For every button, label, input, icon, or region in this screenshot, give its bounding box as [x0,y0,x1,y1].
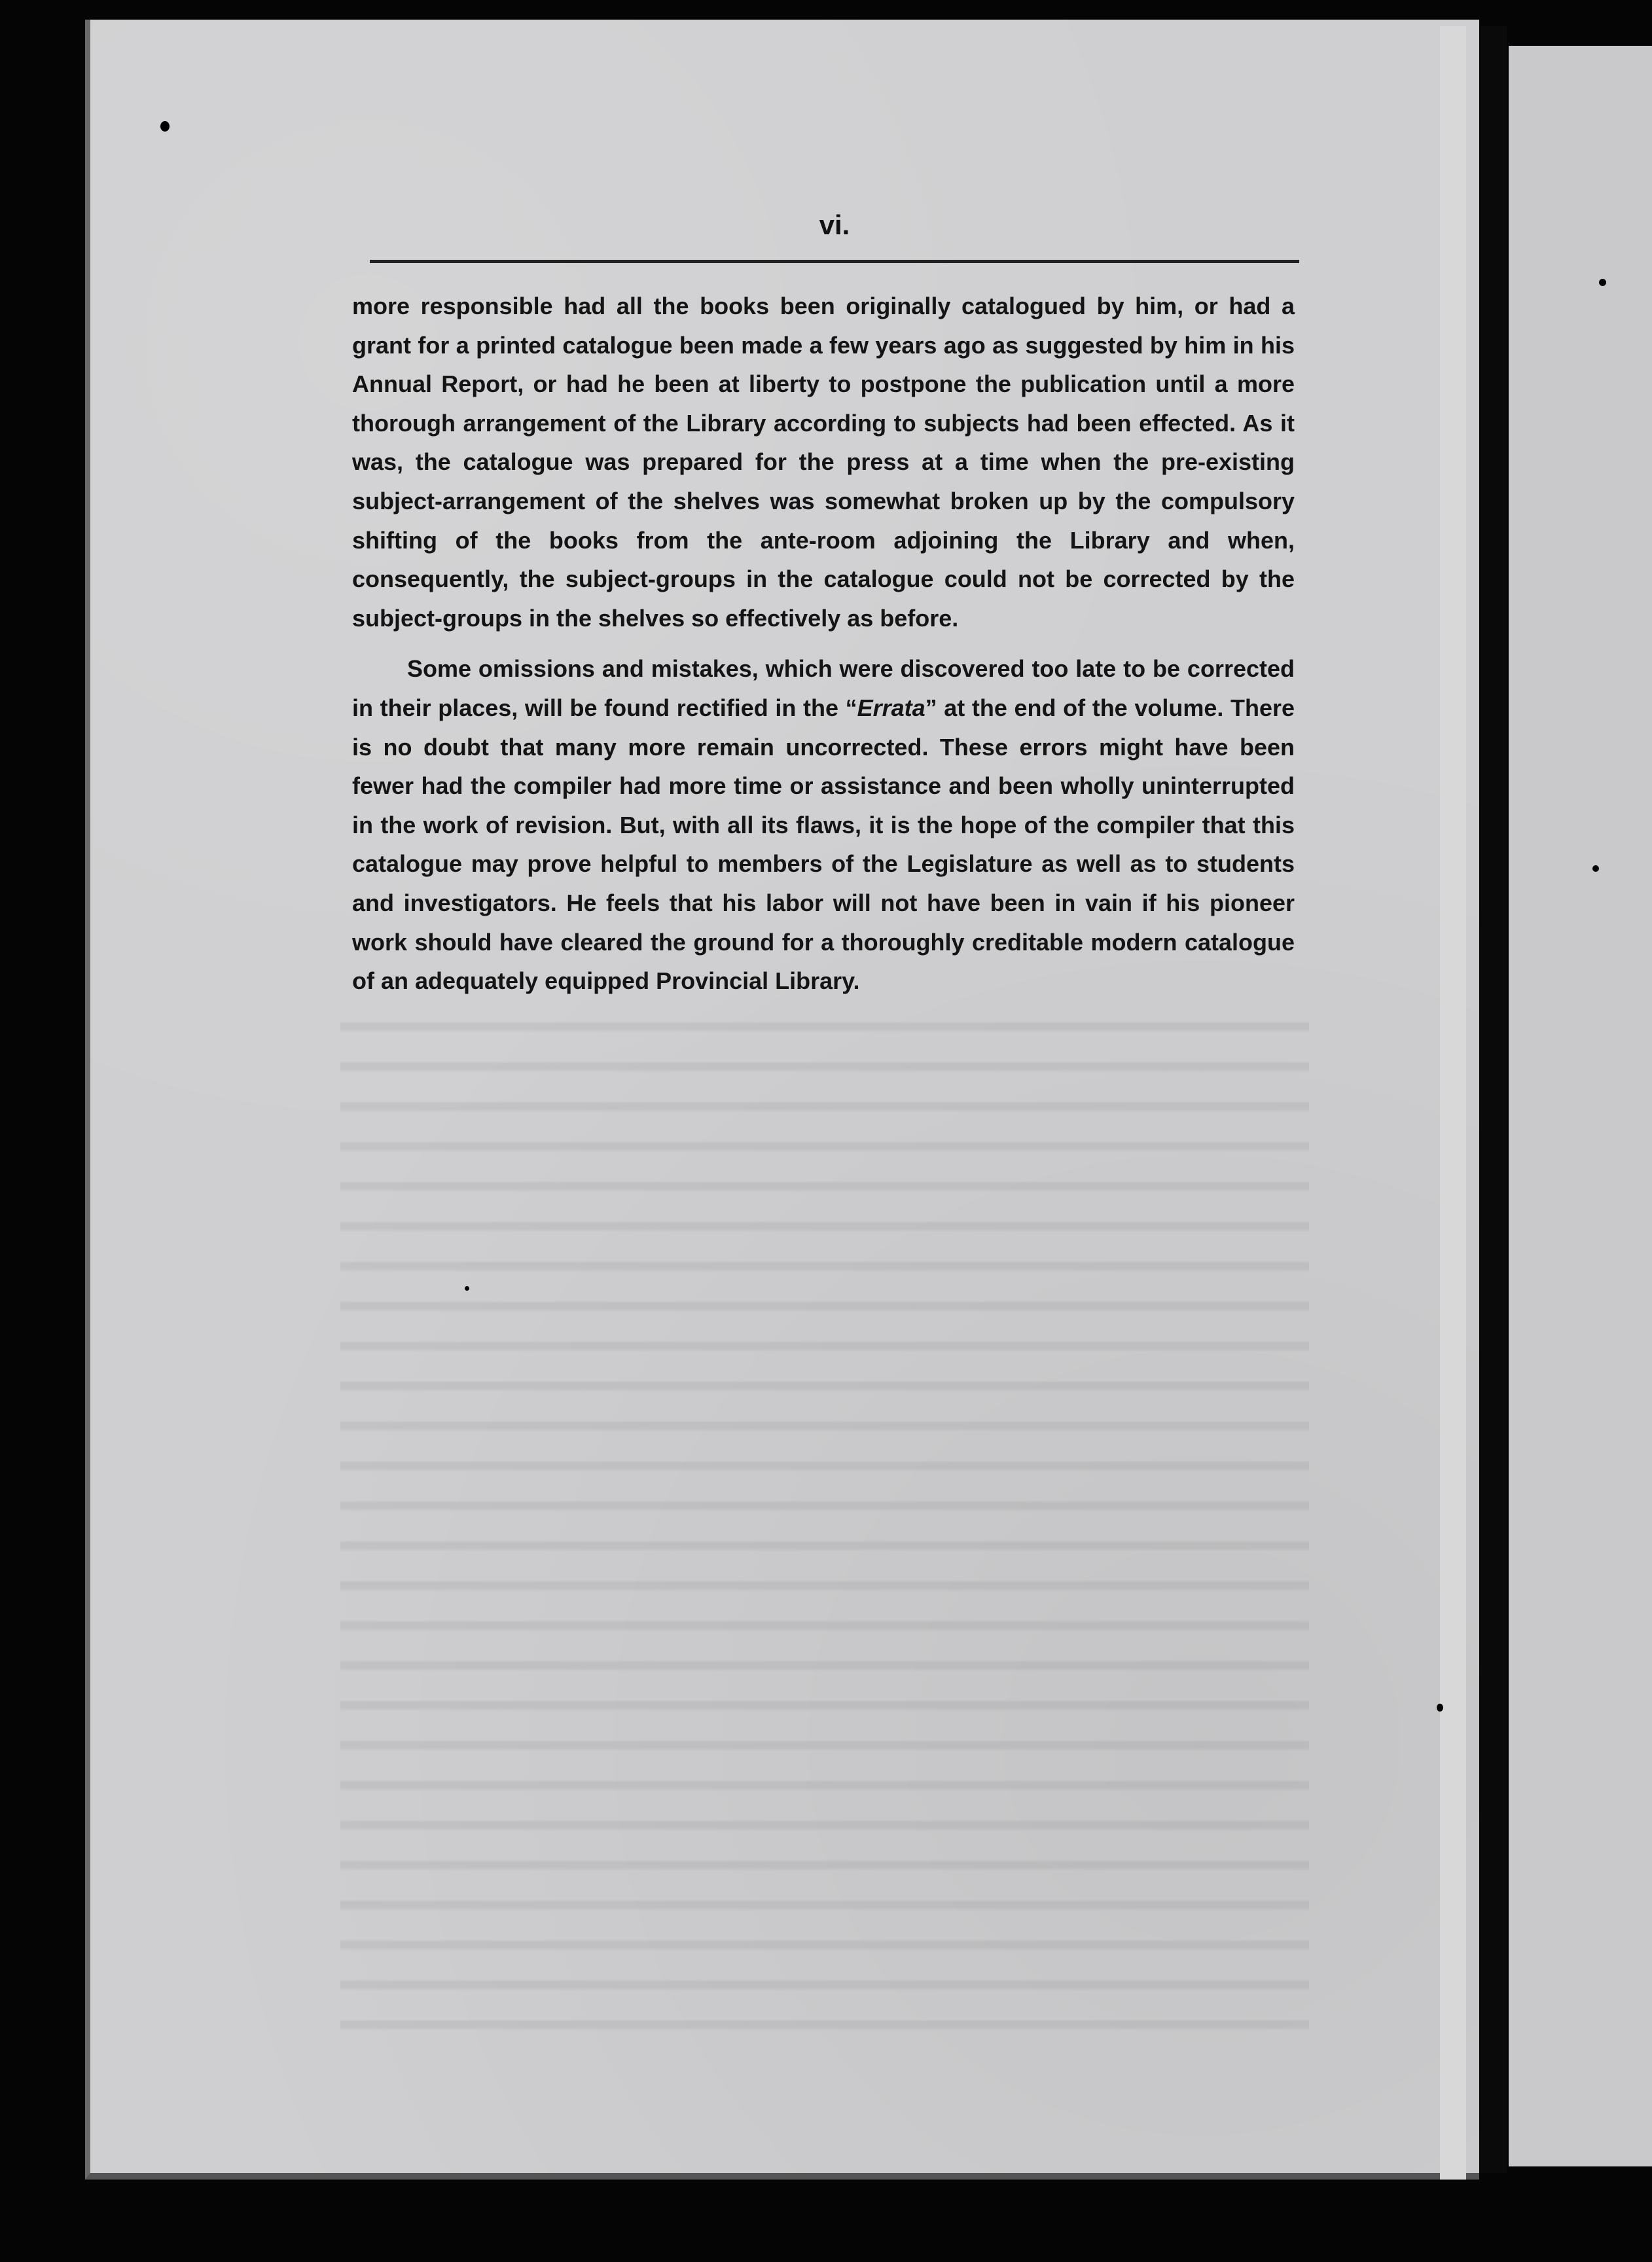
speck [160,121,170,132]
speck [1437,1704,1443,1712]
body-text [352,287,1295,1001]
page-edge [1440,26,1466,2180]
paragraph-2-end: ” at the end of the volume. There is no doubt that many more remain uncorrected. These errors might have been fewer had the compiler had more time or assistance and been wholly uninterrupted in the work of revision. But, with all its flaws, it is the hope of the compiler that this catalogue may prove helpful to members of the Legislature as well as to students and investigators. He feels that his labor will not have been in vain if his pioneer work should have cleared the ground for a thoroughly creditable modern catalogue of an adequately equipped Provincial Library. [352,694,1295,995]
paragraph-2-start: Some omissions and mistakes, which were discovered too late to be corrected in their places, will be found rectified in the “ [352,655,1295,721]
page-number: vi. [819,209,850,240]
paragraph-2 [352,649,1295,1000]
paragraph-1: more responsible had all the books been originally catalogued by him, or had a grant for a printed catalogue been made a few years ago as suggested by him in his Annual Report, or had he been at liberty to postpone the publication until a more thorough arrangement of the Library according to subjects had been effected. As it was, the catalogue was prepared for the press at a time when the pre-existing subject-arrangement of the shelves was somewhat broken up by the compulsory shifting of the books from the ante-room adjoining the Library and when, consequently, the subject-groups in the catalogue could not be corrected by the subject-groups in the shelves so effectively as before. [352,293,1295,632]
bleed-through-text [340,995,1309,2055]
book-gutter [1481,26,1507,2173]
header-rule [370,260,1299,263]
facing-page-edge [1509,46,1652,2166]
speck [1599,279,1606,286]
errata-term: Errata [857,694,925,721]
speck [1592,865,1599,872]
speck [465,1286,469,1291]
